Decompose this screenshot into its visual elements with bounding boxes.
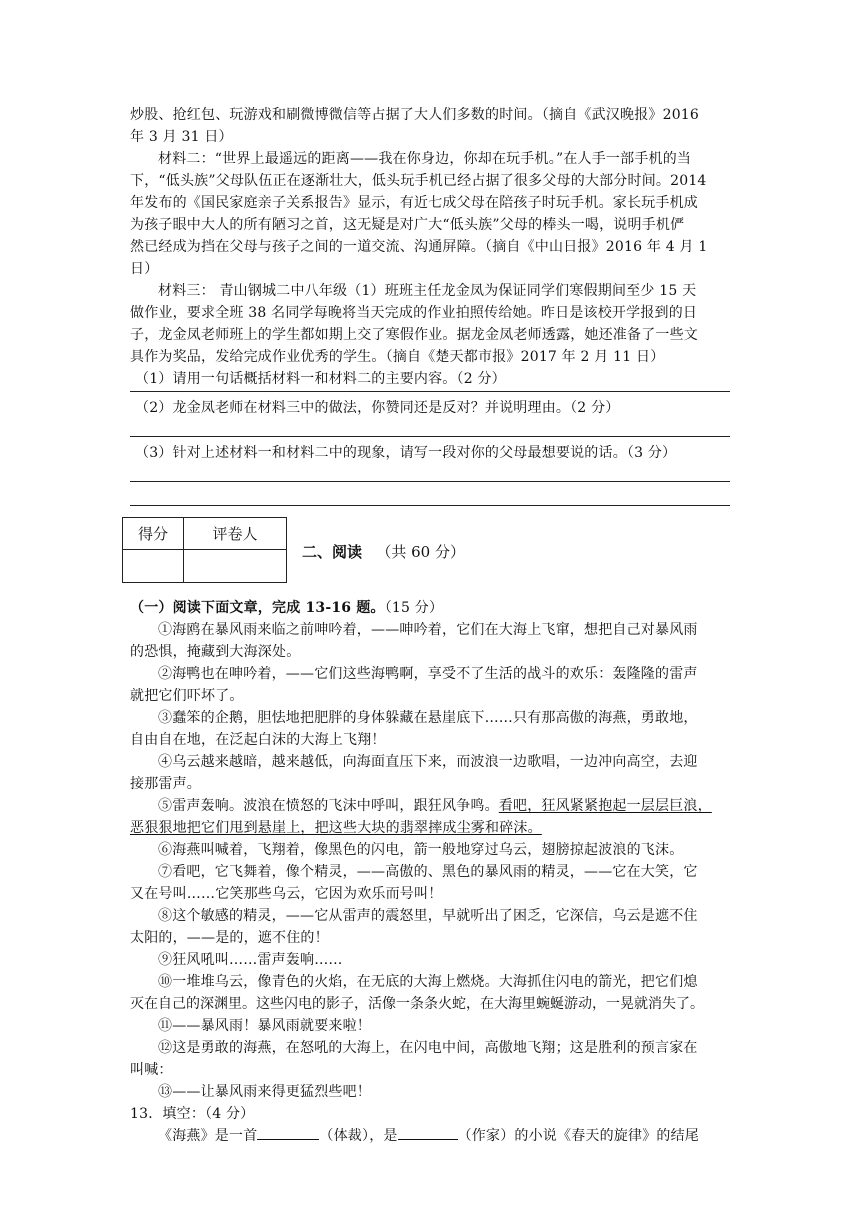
material2-line: 为孩子眼中大人的所有陋习之首，这无疑是对广大“低头族”父母的棒头一喝，说明手机俨 <box>130 217 685 233</box>
grader-header: 评卷人 <box>184 518 287 550</box>
passage-line: ⑪——暴风雨！暴风雨就要来啦！ <box>158 1018 371 1034</box>
passage-line: ③蠢笨的企鹅，胆怯地把肥胖的身体躲藏在悬崖底下……只有那高傲的海燕，勇敢地， <box>158 710 698 726</box>
material2-line: 下，“低头族”父母队伍正在逐渐壮大，低头玩手机已经占据了很多父母的大部分时间。2014 <box>130 173 707 189</box>
material3-line: 材料三： 青山钢城二中八年级（1）班班主任龙金凤为保证同学们寒假期间至少 15 天 <box>158 283 697 299</box>
intro-line: 年 3 月 31 日） <box>130 129 233 145</box>
answer-line[interactable] <box>130 436 730 437</box>
para5-underlined: 看吧，狂风紧紧抱起一层层巨浪， <box>498 798 712 814</box>
answer-line[interactable] <box>130 505 730 506</box>
grader-cell[interactable] <box>184 550 287 583</box>
question-1: （1）请用一句话概括材料一和材料二的主要内容。（2 分） <box>135 371 506 387</box>
passage-line: ①海鸥在暴风雨来临之前呻吟着，——呻吟着，它们在大海上飞窜，想把自己对暴风雨 <box>158 622 698 638</box>
passage-line: 的恐惧，掩藏到大海深处。 <box>130 644 301 660</box>
question-3: （3）针对上述材料一和材料二中的现象，请写一段对你的父母最想要说的话。（3 分） <box>135 445 677 461</box>
passage-line-5b <box>130 817 730 839</box>
question-13-fill <box>158 1125 730 1147</box>
material2-line: 日） <box>130 261 159 277</box>
material2-line: 材料二：“世界上最遥远的距离——我在你身边，你却在玩手机。”在人手一部手机的当 <box>158 151 692 167</box>
material2-line: 年发布的《国民家庭亲子关系报告》显示，有近七成父母在陪孩子时玩手机。家长玩手机成 <box>130 195 698 211</box>
score-cell[interactable] <box>123 550 184 583</box>
q13-part-b: （体裁），是 <box>319 1128 398 1144</box>
part1-title: （一）阅读下面文章，完成 13-16 题。 <box>130 600 385 616</box>
passage-line: 叫喊： <box>130 1062 173 1078</box>
answer-line[interactable] <box>130 391 730 392</box>
passage-line-5 <box>158 795 730 817</box>
passage-line: ⑩一堆堆乌云，像青色的火焰，在无底的大海上燃烧。大海抓住闪电的箭光，把它们熄 <box>158 974 698 990</box>
section-points: （共 60 分） <box>376 543 465 561</box>
question-13-label: 13．填空：（4 分） <box>130 1106 255 1122</box>
passage-line: 灭在自己的深渊里。这些闪电的影子，活像一条条火蛇，在大海里蜿蜒游动，一晃就消失了。 <box>130 996 704 1012</box>
passage-line: ⑬——让暴风雨来得更猛烈些吧！ <box>158 1084 371 1100</box>
author-blank[interactable] <box>398 1125 458 1140</box>
passage-line: 自由自在地，在泛起白沫的大海上飞翔！ <box>130 732 386 748</box>
genre-blank[interactable] <box>257 1125 319 1140</box>
passage-line: 就把它们吓坏了。 <box>130 688 244 704</box>
passage-line: ⑨狂风吼叫……雷声轰响…… <box>158 952 343 968</box>
q13-part-c: （作家）的小说《春天的旋律》的结尾 <box>457 1128 700 1144</box>
passage-line: 太阳的，——是的，遮不住的！ <box>130 930 329 946</box>
part1-heading <box>130 597 730 619</box>
passage-line: 接那雷声。 <box>130 776 201 792</box>
section-title: 二、阅读 <box>302 543 363 561</box>
passage-line: ②海鸭也在呻吟着，——它们这些海鸭啊，享受不了生活的战斗的欢乐：轰隆隆的雷声 <box>158 666 698 682</box>
score-table <box>122 517 287 583</box>
passage-line: ⑦看吧，它飞舞着，像个精灵，——高傲的、黑色的暴风雨的精灵，——它在大笑，它 <box>158 864 698 880</box>
part1-points: （15 分） <box>384 600 444 616</box>
q13-part-a: 《海燕》是一首 <box>158 1128 258 1144</box>
passage-line: ④乌云越来越暗，越来越低，向海面直压下来，而波浪一边歌唱，一边冲向高空，去迎 <box>158 754 698 770</box>
passage-line: ⑫这是勇敢的海燕，在怒吼的大海上，在闪电中间，高傲地飞翔；这是胜利的预言家在 <box>158 1040 698 1056</box>
score-header: 得分 <box>123 518 184 550</box>
material2-line: 然已经成为挡在父母与孩子之间的一道交流、沟通屏障。（摘自《中山日报》2016 年 4 月 1 <box>130 239 708 255</box>
section-heading <box>302 541 465 563</box>
answer-line[interactable] <box>130 481 730 482</box>
question-2: （2）龙金凤老师在材料三中的做法，你赞同还是反对？并说明理由。（2 分） <box>135 400 620 416</box>
passage-line: 又在号叫……它笑那些乌云，它因为欢乐而号叫！ <box>130 886 443 902</box>
material3-line: 子，龙金凤老师班上的学生都如期上交了寒假作业。据龙金凤老师透露，她还准备了一些文 <box>130 327 698 343</box>
passage-line: ⑧这个敏感的精灵，——它从雷声的震怒里，早就听出了困乏，它深信，乌云是遮不住 <box>158 908 698 924</box>
passage-line: ⑥海燕叫喊着，飞翔着，像黑色的闪电，箭一般地穿过乌云，翅膀掠起波浪的飞沫。 <box>158 842 684 858</box>
material3-line: 做作业，要求全班 38 名同学每晚将当天完成的作业拍照传给她。昨日是该校开学报到的日 <box>130 305 698 321</box>
material3-line: 具作为奖品，发给完成作业优秀的学生。（摘自《楚天都市报》2017 年 2 月 11 日） <box>130 349 665 365</box>
para5-underlined-2: 恶狠狠地把它们甩到悬崖上，把这些大块的翡翠摔成尘雾和碎沫。 <box>130 820 542 836</box>
intro-line: 炒股、抢红包、玩游戏和刷微博微信等占据了大人们多数的时间。（摘自《武汉晚报》2016 <box>130 107 700 123</box>
para5-plain: ⑤雷声轰响。波浪在愤怒的飞沫中呼叫，跟狂风争鸣。 <box>158 798 499 814</box>
